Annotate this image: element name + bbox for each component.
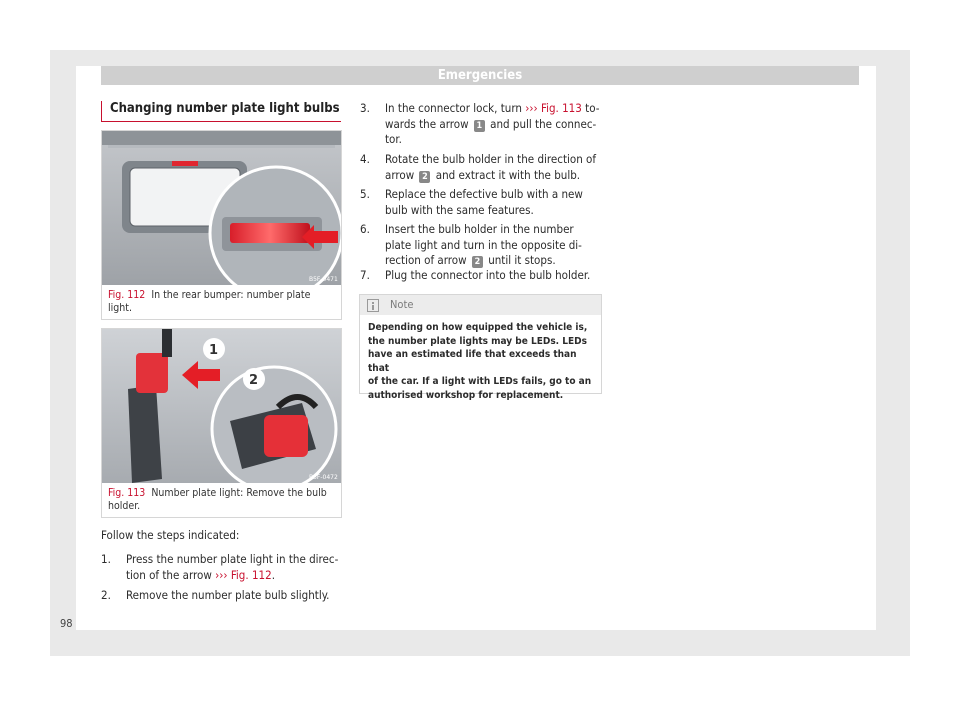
step-number: 1.	[101, 552, 111, 566]
step-text: Replace the defective bulb with a new	[385, 187, 583, 201]
step-text: arrow	[385, 167, 415, 182]
bulb-holder-image	[102, 329, 341, 483]
intro-text: Follow the steps indicated:	[101, 528, 240, 542]
section-title: Changing number plate light bulbs	[110, 101, 340, 116]
callout-badge: 2	[472, 256, 483, 268]
figure-caption	[108, 289, 334, 315]
title-marker	[101, 101, 102, 122]
note-line: of the car. If a light with LEDs fails, go to an	[368, 376, 592, 388]
callout-2: 2	[249, 373, 259, 388]
caption-text: In the rear bumper: number plate light.	[108, 289, 311, 314]
step-text: and pull the connec-	[490, 116, 597, 131]
step-text: rection of arrow	[385, 253, 467, 267]
step-text: Plug the connector into the bulb holder.	[385, 268, 591, 282]
page-number: 98	[60, 617, 73, 630]
note-title: Note	[390, 298, 414, 311]
step-text: tion of the arrow	[126, 567, 212, 582]
xref-arrows: ›››	[215, 567, 228, 582]
figure-link[interactable]: Fig. 112	[230, 567, 272, 582]
step-text: to-	[585, 101, 600, 115]
callout-1: 1	[209, 343, 219, 358]
callout-badge: 2	[419, 171, 430, 183]
step-number: 7.	[360, 268, 370, 282]
step-number: 5.	[360, 187, 370, 201]
note-line: the number plate lights may be LEDs. LEDs	[368, 335, 587, 347]
figure-label: Fig. 113	[108, 487, 146, 499]
figure-caption	[108, 487, 334, 513]
step-text: tor.	[385, 132, 402, 146]
step-text: Insert the bulb holder in the number	[385, 222, 574, 236]
step-text: Rotate the bulb holder in the direction of	[385, 152, 597, 166]
callout-badge: 1	[474, 120, 485, 132]
figure-113	[101, 328, 342, 518]
title-underline	[101, 121, 341, 122]
step-text: Remove the number plate bulb slightly.	[126, 588, 330, 602]
image-code: B5F-0471	[309, 276, 338, 283]
step-number: 4.	[360, 152, 370, 166]
note-header	[360, 295, 601, 315]
step-text: Press the number plate light in the direc-	[126, 552, 339, 566]
note-box	[359, 294, 602, 401]
caption-text: Number plate light: Remove the bulb holder.	[108, 487, 327, 512]
chapter-header: Emergencies	[101, 66, 859, 85]
image-code: B5F-0472	[309, 474, 338, 481]
note-text	[368, 321, 594, 403]
figure-112	[101, 130, 342, 320]
step-text: plate light and turn in the opposite di-	[385, 237, 582, 252]
note-line: have an estimated life that exceeds than that	[368, 349, 577, 374]
info-icon	[367, 299, 379, 312]
figure-link[interactable]: Fig. 113	[540, 101, 582, 115]
punctuation: .	[271, 567, 275, 582]
step-number: 3.	[360, 101, 370, 115]
note-line: Depending on how equipped the vehicle is,	[368, 322, 588, 333]
step-text: and extract it with the bulb.	[435, 167, 581, 182]
step-text: In the connector lock, turn	[385, 101, 522, 115]
xref-arrows: ›››	[525, 101, 538, 115]
step-text: wards the arrow	[385, 116, 469, 131]
step-text: bulb with the same features.	[385, 202, 534, 217]
figure-label: Fig. 112	[108, 289, 146, 301]
step-text: until it stops.	[488, 253, 556, 267]
number-plate-light-image	[102, 131, 341, 285]
note-line: authorised workshop for replacement.	[368, 389, 564, 401]
step-number: 2.	[101, 588, 111, 602]
step-number: 6.	[360, 222, 370, 236]
